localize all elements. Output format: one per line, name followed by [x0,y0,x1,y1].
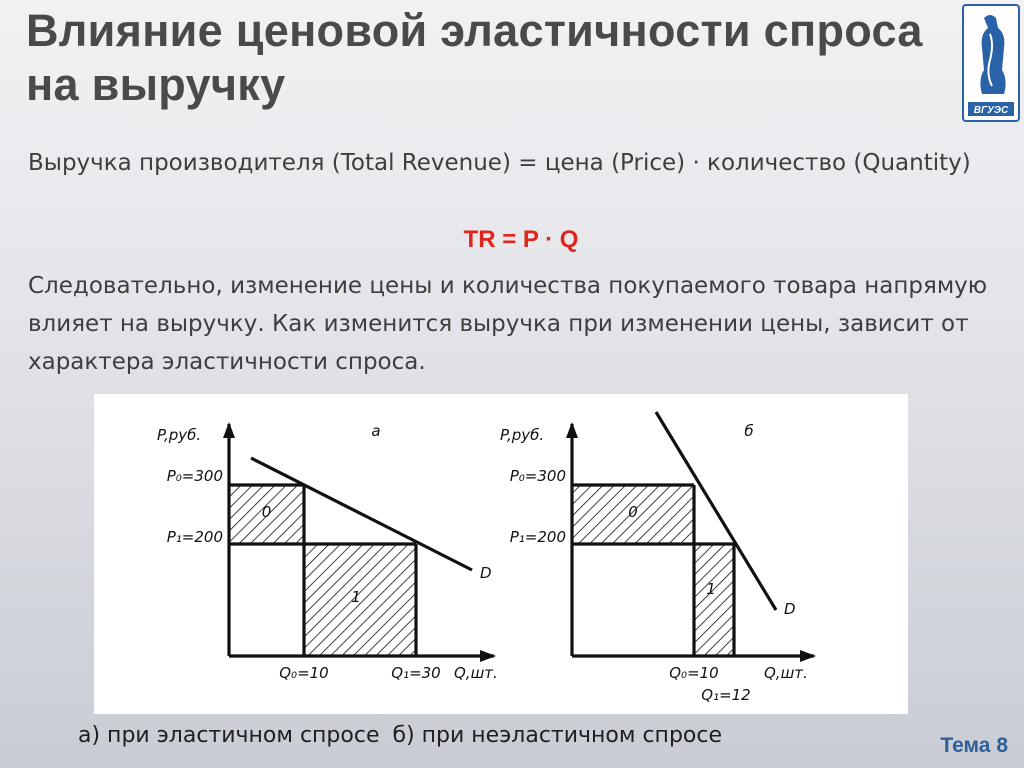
x-axis-arrow [480,650,496,662]
q1-label: Q₁=12 [701,686,751,704]
demand-label: D [480,564,492,582]
panel-label: а [371,422,381,440]
q1-label: Q₁=30 [391,664,441,682]
area-1-label: 1 [706,580,716,598]
y-axis-arrow [566,422,578,438]
y-axis-label: P,руб. [500,426,545,444]
x-axis-arrow [800,650,816,662]
area-0-label: 0 [261,503,272,521]
figure-caption [78,723,728,748]
x-axis-label: Q,шт. [764,664,808,682]
panel-label: б [744,422,754,440]
elasticity-diagrams [94,394,908,714]
p0-label: P₀=300 [166,467,223,485]
elasticity-figure [94,394,908,714]
svg-text:ВГУЭС: ВГУЭС [973,105,1009,116]
university-logo [962,4,1020,122]
p0-label: P₀=300 [509,467,566,485]
topic-label: Тема 8 [940,734,1008,757]
caption-elastic: а) при эластичном спросе [78,723,380,748]
revenue-formula: TR = P · Q [463,226,579,253]
slide-title: Влияние ценовой эластичности спроса на выручку [26,5,923,110]
y-axis-label: P,руб. [157,426,202,444]
p1-label: P₁=200 [509,528,566,546]
revenue-area-1-gain [694,544,734,656]
area-1-label: 1 [351,588,361,606]
q0-label: Q₀=10 [279,664,329,682]
diagram-inelastic [500,412,816,704]
caption-inelastic: б) при неэластичном спросе [392,723,722,748]
intro-text: Выручка производителя (Total Revenue) = цена (Price) · количество (Quantity) [28,150,971,176]
demand-label: D [784,600,796,618]
q0-label: Q₀=10 [669,664,719,682]
area-0-label: 0 [628,503,638,521]
explanation-text: Следовательно, изменение цены и количества покупаемого товара напрямую влияет на выручку. Как изменится выручка при изменении цены, зависит от характера эластичности спроса. [28,273,988,375]
y-axis-arrow [223,422,235,438]
x-axis-label: Q,шт. [454,664,498,682]
diagram-elastic [157,422,498,682]
p1-label: P₁=200 [166,528,223,546]
